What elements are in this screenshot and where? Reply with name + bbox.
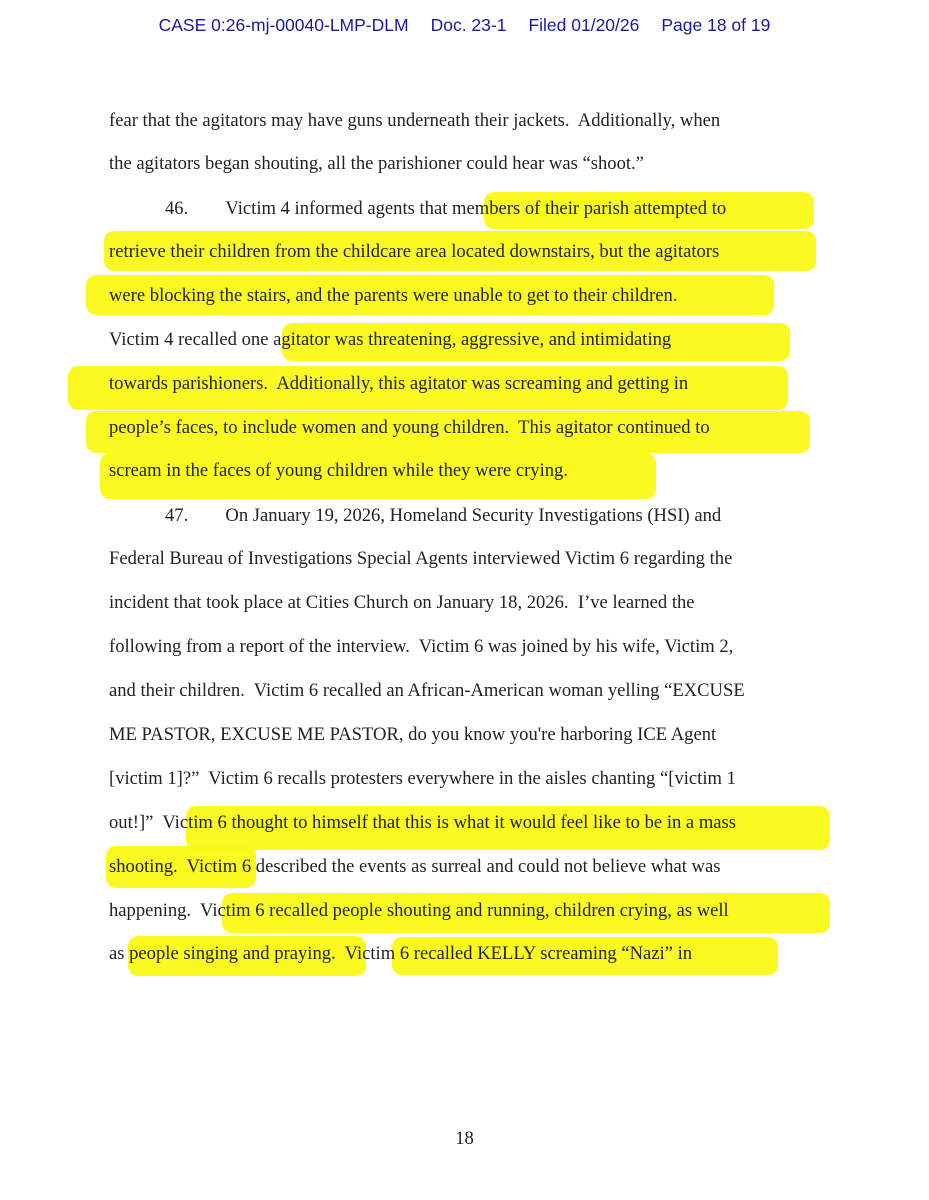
body-line: out!]” Victim 6 thought to himself that this is what it would feel like to be in a mass <box>109 812 737 833</box>
body-line: Victim 4 recalled one agitator was threatening, aggressive, and intimidating <box>109 329 672 350</box>
body-line: people’s faces, to include women and young children. This agitator continued to <box>109 417 710 438</box>
page-indicator: Page 18 of 19 <box>661 15 771 35</box>
paragraph-47-start: 47. On January 19, 2026, Homeland Security Investigations (HSI) and <box>165 505 722 526</box>
body-line: shooting. Victim 6 described the events as surreal and could not believe what was <box>109 856 721 877</box>
filed-date: Filed 01/20/26 <box>528 15 640 35</box>
case-header <box>0 15 929 36</box>
body-line: Federal Bureau of Investigations Special Agents interviewed Victim 6 regarding the <box>109 548 733 569</box>
doc-number: Doc. 23-1 <box>430 15 507 35</box>
body-line: [victim 1]?” Victim 6 recalls protesters everywhere in the aisles chanting “[victim 1 <box>109 768 736 789</box>
body-line: ME PASTOR, EXCUSE ME PASTOR, do you know you're harboring ICE Agent <box>109 724 717 745</box>
body-line: were blocking the stairs, and the parents were unable to get to their children. <box>109 285 678 306</box>
body-line: incident that took place at Cities Church on January 18, 2026. I’ve learned the <box>109 592 695 613</box>
body-line: the agitators began shouting, all the parishioner could hear was “shoot.” <box>109 153 644 174</box>
body-line: and their children. Victim 6 recalled an African-American woman yelling “EXCUSE <box>109 680 745 701</box>
case-number: CASE 0:26-mj-00040-LMP-DLM <box>158 15 409 35</box>
paragraph-46-start: 46. Victim 4 informed agents that members of their parish attempted to <box>165 198 727 219</box>
body-line: retrieve their children from the childcare area located downstairs, but the agitators <box>109 241 720 262</box>
body-line: scream in the faces of young children while they were crying. <box>109 460 568 481</box>
body-line: following from a report of the interview. Victim 6 was joined by his wife, Victim 2, <box>109 636 734 657</box>
body-line: fear that the agitators may have guns underneath their jackets. Additionally, when <box>109 110 721 131</box>
page-number: 18 <box>455 1128 474 1149</box>
body-line: as people singing and praying. Victim 6 recalled KELLY screaming “Nazi” in <box>109 943 693 964</box>
body-line: happening. Victim 6 recalled people shouting and running, children crying, as well <box>109 900 729 921</box>
body-line: towards parishioners. Additionally, this agitator was screaming and getting in <box>109 373 689 394</box>
